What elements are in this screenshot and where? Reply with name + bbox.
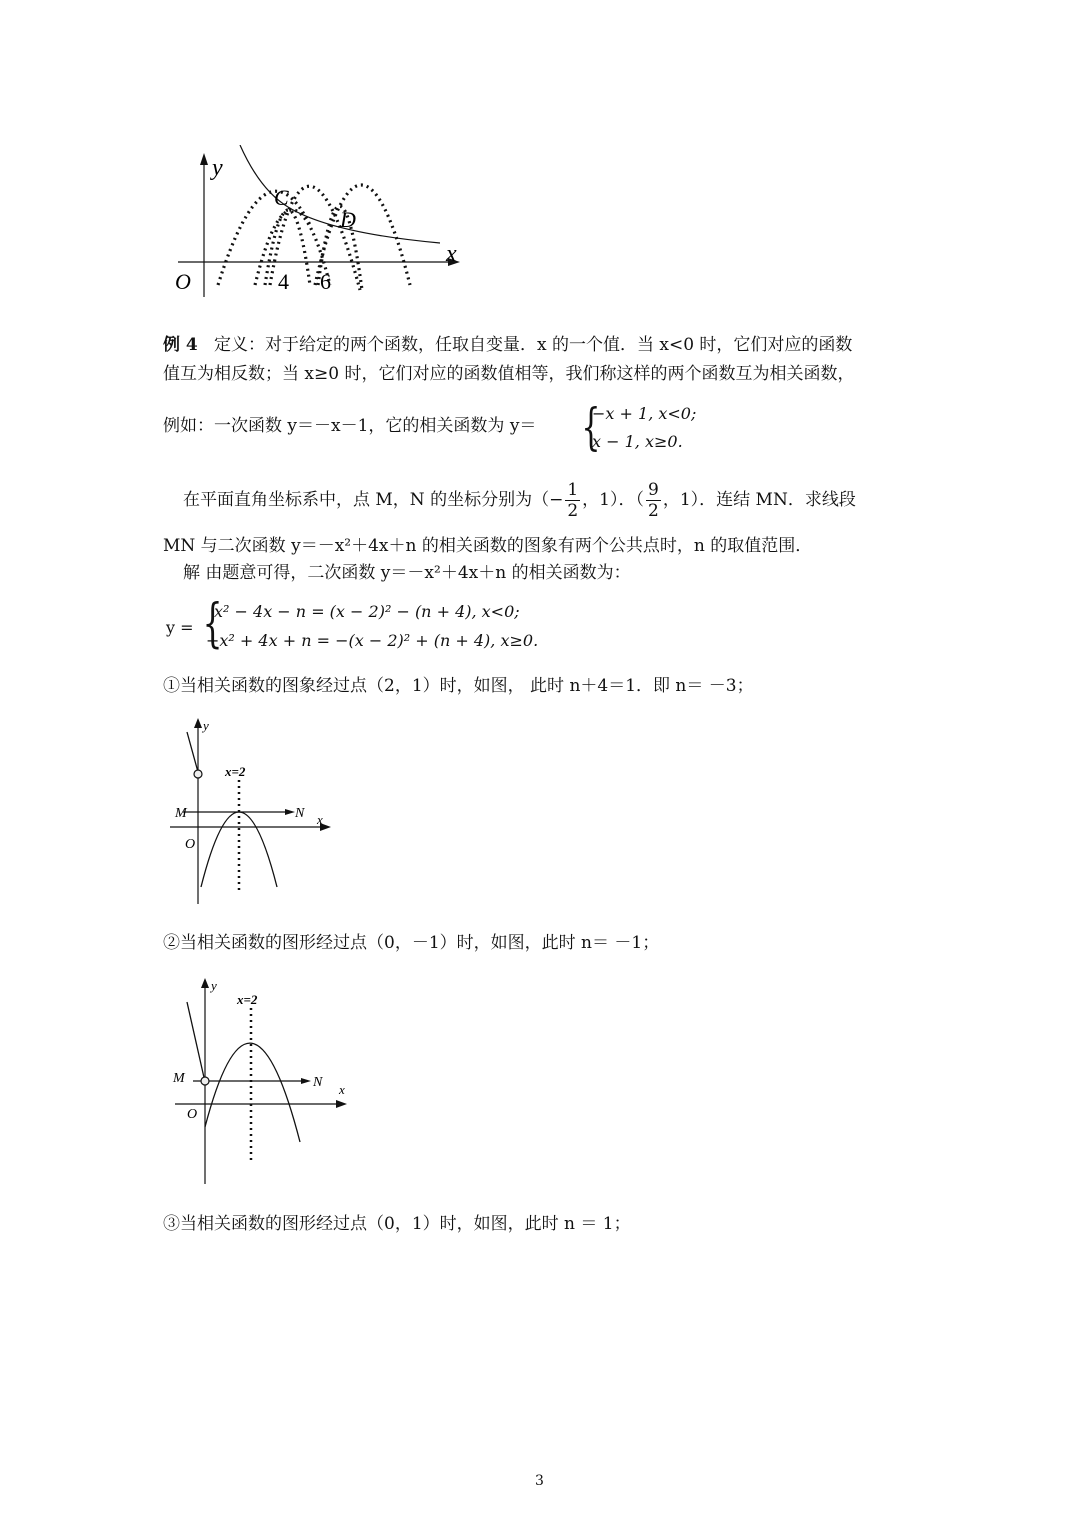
figure-1-parabolas bbox=[170, 145, 470, 305]
fig2-line-label: x=2 bbox=[225, 764, 246, 779]
example-case-2: x − 1, x≥0. bbox=[592, 432, 683, 451]
example-line-2: 值互为相反数；当 x≥0 时，它们对应的函数值相等，我们称这样的两个函数互为相关函数， bbox=[163, 364, 855, 384]
fig3-line-label: x=2 bbox=[237, 992, 258, 1007]
fig3-y-label: y bbox=[211, 978, 217, 993]
fig1-y-label: y bbox=[212, 155, 223, 181]
example-line-3: 例如：一次函数 y＝－x－1，它的相关函数为 y＝ bbox=[163, 416, 537, 436]
fig1-x-label: x bbox=[446, 241, 457, 267]
case-b: ②当相关函数的图形经过点（0，－1）时，如图，此时 n＝ －1； bbox=[163, 933, 660, 953]
fraction-1 bbox=[565, 480, 580, 521]
example-case-1: −x + 1, x<0; bbox=[592, 404, 697, 423]
example-line-1 bbox=[163, 334, 852, 356]
fig2-n-label: N bbox=[295, 806, 305, 821]
example-brace: { bbox=[581, 398, 601, 456]
question-part-2: ，1）．（ bbox=[582, 490, 644, 510]
figure-3-graph bbox=[165, 972, 355, 1187]
fig2-origin: O bbox=[185, 837, 196, 852]
question-part-3: ，1）．连结 MN．求线段 bbox=[662, 490, 856, 510]
piece-brace: { bbox=[202, 594, 223, 654]
fig3-m-label: M bbox=[173, 1071, 185, 1086]
fig2-x-label: x bbox=[317, 812, 323, 827]
fig1-point-d: D bbox=[340, 207, 356, 232]
example-text-1: 定义：对于给定的两个函数，任取自变量．x 的一个值．当 x<0 时，它们对应的函数 bbox=[213, 335, 853, 355]
question-part-1: 在平面直角坐标系中，点 M，N 的坐标分别为（− bbox=[183, 490, 564, 510]
figure-2-graph bbox=[165, 712, 340, 907]
case-a: ①当相关函数的图象经过点（2，1）时，如图， 此时 n＋4＝1．即 n＝ －3； bbox=[163, 676, 754, 696]
fraction-1-num: 1 bbox=[567, 480, 579, 500]
fraction-2-den: 2 bbox=[648, 501, 659, 521]
fraction-2-num: 9 bbox=[648, 480, 659, 500]
question-line-2: MN 与二次函数 y＝－x²＋4x＋n 的相关函数的图象有两个公共点时，n 的取值范围． bbox=[163, 536, 813, 556]
piece-1: x² − 4x − n = (x − 2)² − (n + 4), x<0; bbox=[214, 602, 520, 621]
fig3-n-label: N bbox=[313, 1075, 323, 1090]
piece-prefix: y = bbox=[166, 618, 194, 637]
fig1-tick-6: 6 bbox=[320, 269, 331, 294]
fig1-origin: O bbox=[175, 269, 191, 294]
piece-2: −x² + 4x + n = −(x − 2)² + (n + 4), x≥0. bbox=[206, 631, 539, 650]
fig2-y-label: y bbox=[203, 718, 209, 733]
fig2-m-label: M bbox=[175, 806, 187, 821]
fig3-x-label: x bbox=[339, 1082, 345, 1097]
fig1-point-c: C bbox=[274, 185, 289, 210]
fraction-2 bbox=[646, 480, 661, 521]
fig3-origin: O bbox=[187, 1107, 198, 1122]
question-line-1 bbox=[183, 480, 856, 521]
example-label: 例 4 bbox=[163, 335, 198, 355]
case-c: ③当相关函数的图形经过点（0，1）时，如图，此时 n ＝ 1； bbox=[163, 1214, 631, 1234]
page-number: 3 bbox=[535, 1473, 544, 1489]
fig1-tick-4: 4 bbox=[278, 269, 289, 294]
solution-line: 解 由题意可得，二次函数 y＝－x²＋4x＋n 的相关函数为： bbox=[183, 563, 631, 583]
fraction-1-den: 2 bbox=[567, 501, 579, 521]
